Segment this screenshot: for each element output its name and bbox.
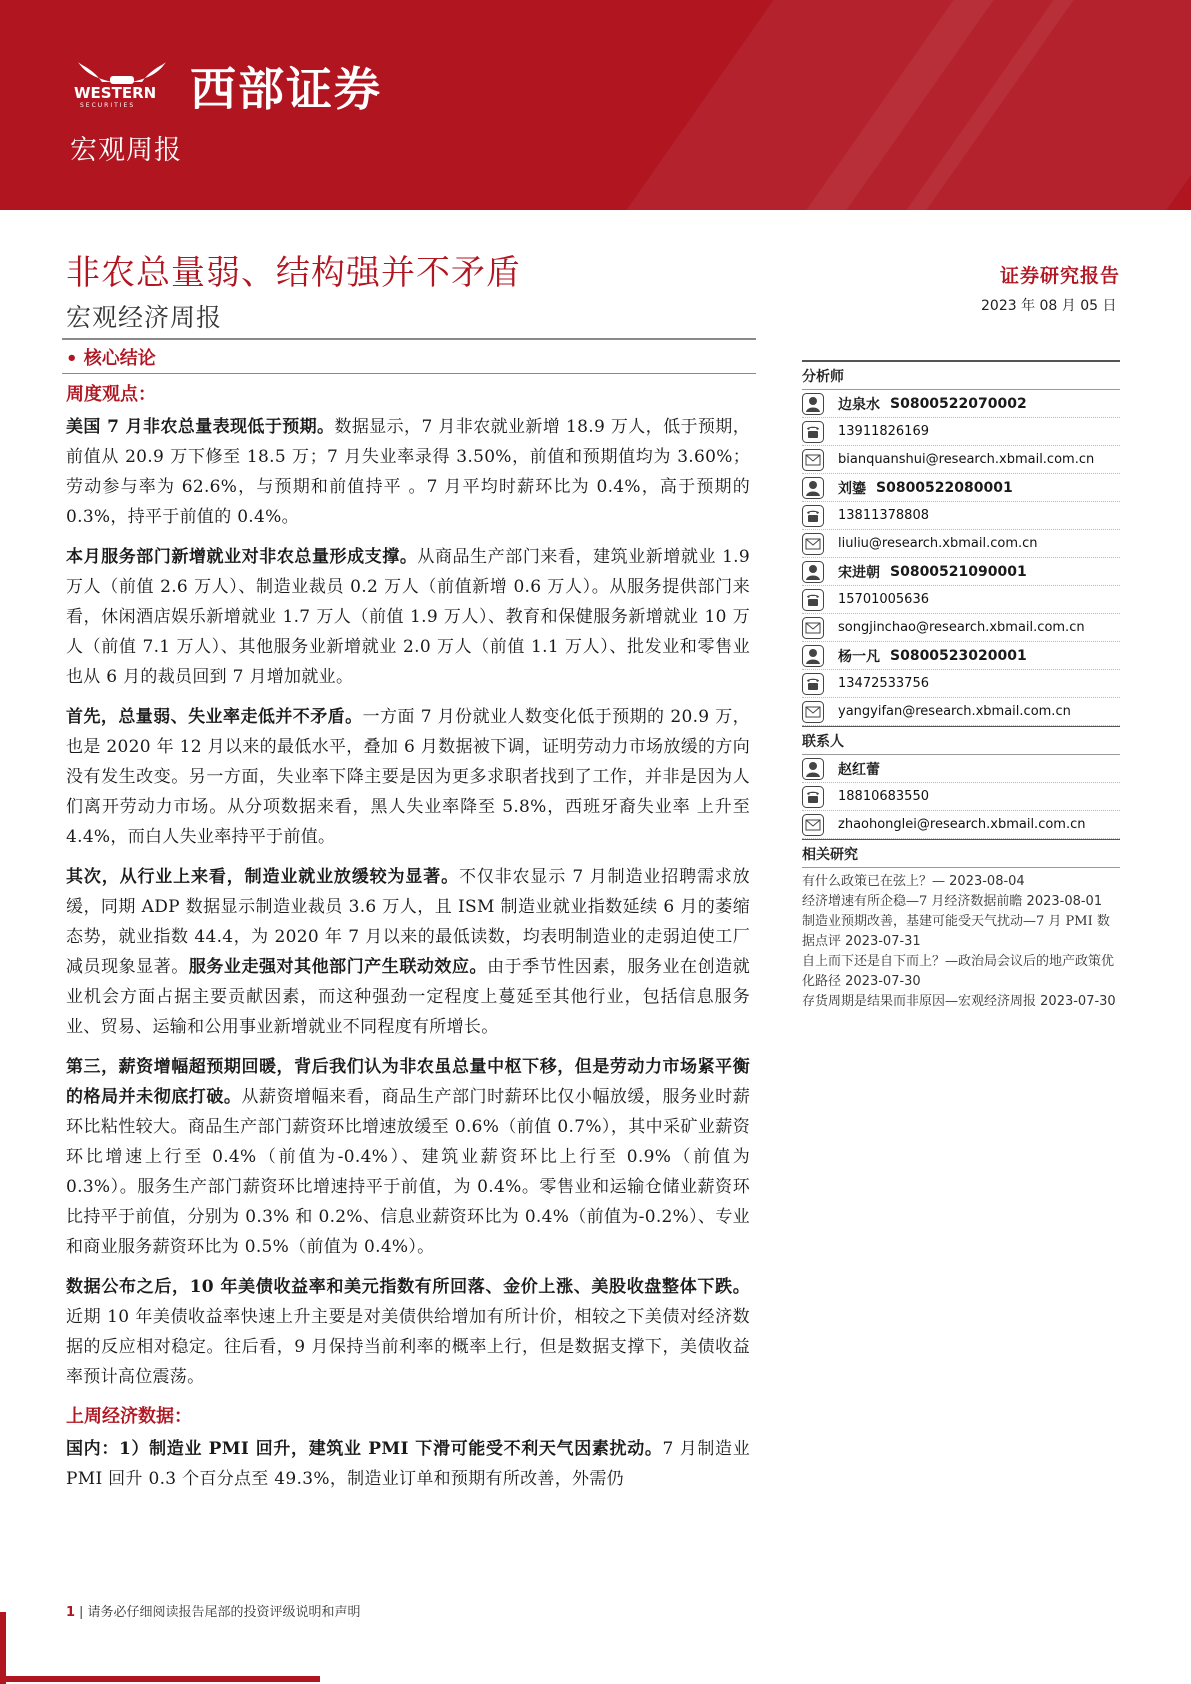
header-banner — [0, 0, 1191, 210]
paragraph-7-lead: 国内：1）制造业 PMI 回升，建筑业 PMI 下滑可能受不利天气因素扰动。 — [66, 1439, 663, 1459]
paragraph-6 — [66, 1272, 750, 1392]
related-research-item[interactable]: 经济增速有所企稳—7 月经济数据前瞻 2023-08-01 — [802, 894, 1103, 909]
analyst-name-row — [802, 390, 1120, 418]
analyst-phone-row — [802, 670, 1120, 698]
brand-logo — [72, 58, 382, 114]
related-research-label: 相关研究 — [802, 839, 1120, 868]
paragraph-7-text: 7 月制造业 PMI 回升 0.3 个百分点至 49.3%，制造业订单和预期有所改善，外需仍 — [66, 1439, 750, 1489]
heading-divider — [62, 373, 756, 374]
analyst-name-row — [802, 558, 1120, 586]
phone-icon — [802, 673, 824, 695]
sidebar — [802, 360, 1120, 1012]
analyst-phone: 13472533756 — [838, 676, 929, 691]
analyst-phone-row — [802, 502, 1120, 530]
analyst-phone-row — [802, 418, 1120, 446]
page-subtitle: 宏观经济周报 — [66, 303, 223, 332]
analyst-name-row — [802, 474, 1120, 502]
paragraph-4-text-2: 由于季节性因素，服务业在创造就业机会方面占据主要贡献因素，而这种强劲一定程度上蔓延至其他行业，包括信息服务业、贸易、运输和公用事业新增就业不同程度有所增长。 — [66, 957, 750, 1037]
person-icon — [802, 393, 824, 415]
paragraph-5-text: 从薪资增幅来看，商品生产部门时薪环比仅小幅放缓，服务业时薪环比粘性较大。商品生产部门薪资环比增速放缓至 0.6%（前值 0.7%），其中采矿业薪资环比增速上行至 0.4%（前值为-0.4%）、建筑业薪资环比上行至 0.9%（前值为 0.3%）。服务生产部门薪资环比增速持平于前值，为 0.4%。零售业和运输仓储业薪资环比持平于前值，分别为 0.3% 和 0.2%、信息业薪资环比为 0.4%（前值为-0.2%）、专业和商业服务薪资环比为 0.5%（前值为 0.4%）。 — [66, 1087, 751, 1257]
related-research-item[interactable]: 有什么政策已在弦上？— 2023-08-04 — [802, 874, 1025, 889]
analyst-name: 刘鎏 — [838, 480, 866, 497]
page-footer — [66, 1601, 361, 1620]
bull-logo-icon — [72, 60, 172, 112]
paragraph-3 — [66, 702, 750, 852]
analyst-email[interactable]: liuliu@research.xbmail.com.cn — [838, 536, 1038, 551]
analyst-phone: 13811378808 — [838, 508, 929, 523]
logo-cn-text: 西部证券 — [190, 62, 382, 116]
report-date: 2023 年 08 月 05 日 — [981, 298, 1117, 314]
mail-icon — [802, 701, 824, 723]
analyst-email[interactable]: songjinchao@research.xbmail.com.cn — [838, 620, 1085, 635]
paragraph-5 — [66, 1052, 750, 1262]
mail-icon — [802, 449, 824, 471]
analysts-label: 分析师 — [802, 360, 1120, 390]
corner-bar-horizontal — [0, 1676, 320, 1682]
contact-phone: 18810683550 — [838, 789, 929, 804]
paragraph-4 — [66, 862, 750, 1042]
mail-icon — [802, 533, 824, 555]
paragraph-1-text: 数据显示，7 月非农就业新增 18.9 万人，低于预期，前值从 20.9 万下修至 18.5 万；7 月失业率录得 3.50%，前值和预期值均为 3.60%；劳动参与率为 62.6%，与预期和前值持平 。7 月平均时薪环比为 0.4%，高于预期的 0.3%，持平于前值的 0.4%。 — [66, 417, 751, 527]
last-week-data-label: 上周经济数据： — [66, 1406, 192, 1427]
phone-icon — [802, 505, 824, 527]
person-icon — [802, 758, 824, 780]
paragraph-4-text: 不仅非农显示 7 月制造业招聘需求放缓，同期 ADP 数据显示制造业裁员 3.6 万人，且 ISM 制造业就业指数延续 6 月的萎缩态势，就业指数 44.4，为 2020 年 7 月以来的最低读数，均表明制造业的走弱迫使工厂减员现象显著。 — [66, 867, 750, 977]
analyst-code: S0800522080001 — [876, 479, 1013, 496]
analyst-name: 宋进朝 — [838, 564, 880, 581]
page-title: 非农总量弱、结构强并不矛盾 — [66, 253, 521, 293]
mail-icon — [802, 617, 824, 639]
analyst-phone: 13911826169 — [838, 424, 929, 439]
analyst-email-row — [802, 446, 1120, 474]
analyst-code: S0800521090001 — [890, 563, 1027, 580]
paragraph-4-lead-2: 服务业走强对其他部门产生联动效应。 — [188, 957, 488, 977]
analyst-name: 边泉水 — [838, 396, 880, 413]
analyst-email-row — [802, 530, 1120, 558]
analyst-phone: 15701005636 — [838, 592, 929, 607]
report-category-label: 证券研究报告 — [1000, 265, 1121, 287]
phone-icon — [802, 589, 824, 611]
paragraph-4-lead: 其次，从行业上来看，制造业就业放缓较为显著。 — [66, 867, 459, 887]
analyst-name-row — [802, 642, 1120, 670]
contact-email-row — [802, 811, 1120, 839]
paragraph-2-lead: 本月服务部门新增就业对非农总量形成支撑。 — [66, 547, 418, 567]
contact-name: 赵红蕾 — [838, 761, 880, 778]
analyst-email-row — [802, 698, 1120, 726]
paragraph-3-text: 一方面 7 月份就业人数变化低于预期的 20.9 万，也是 2020 年 12 月以来的最低水平，叠加 6 月数据被下调，证明劳动力市场放缓的方向没有发生改变。另一方面，失业率下降主要是因为更多求职者找到了工作，并非是因为人们离开劳动力市场。从分项数据来看，黑人失业率降至 5.8%，西班牙裔失业率 上升至 4.4%，而白人失业率持平于前值。 — [66, 707, 750, 847]
weekly-view-label: 周度观点： — [66, 384, 156, 405]
title-divider — [62, 338, 756, 340]
core-conclusion-heading: • 核心结论 — [66, 348, 156, 369]
contact-phone-row — [802, 783, 1120, 811]
paragraph-1-lead: 美国 7 月非农总量表现低于预期。 — [66, 417, 335, 437]
analyst-code: S0800523020001 — [890, 647, 1027, 664]
phone-icon — [802, 421, 824, 443]
paragraph-5-lead: 第三，薪资增幅超预期回暖，背后我们认为非农虽总量中枢下移，但是劳动力市场紧平衡的格局并未彻底打破。 — [66, 1057, 750, 1107]
person-icon — [802, 477, 824, 499]
paragraph-3-lead: 首先，总量弱、失业率走低并不矛盾。 — [66, 707, 363, 727]
mail-icon — [802, 814, 824, 836]
person-icon — [802, 645, 824, 667]
contact-email[interactable]: zhaohonglei@research.xbmail.com.cn — [838, 817, 1086, 832]
page-number: 1 — [66, 1605, 76, 1620]
logo-en-sub-text: SECURITIES — [80, 102, 136, 109]
related-research-item[interactable]: 自上而下还是自下而上？—政治局会议后的地产政策优化路径 2023-07-30 — [802, 954, 1115, 989]
paragraph-6-lead: 数据公布之后，10 年美债收益率和美元指数有所回落、金价上涨、美股收盘整体下跌。 — [66, 1277, 750, 1297]
contact-label: 联系人 — [802, 726, 1120, 755]
paragraph-2-text: 从商品生产部门来看，建筑业新增就业 1.9 万人（前值 2.6 万人）、制造业裁员 0.2 万人（前值新增 0.6 万人）。从服务提供部门来看，休闲酒店娱乐新增就业 1.7 万人（前值 1.9 万人）、教育和保健服务新增就业 10 万人（前值 7.1 万人）、其他服务业新增就业 2.0 万人（前值 1.1 万人）、批发业和零售业也从 6 月的裁员回到 7 月增加就业。 — [66, 547, 751, 687]
paragraph-1 — [66, 412, 750, 532]
related-research-item[interactable]: 存货周期是结果而非原因—宏观经济周报 2023-07-30 — [802, 994, 1116, 1009]
paragraph-7 — [66, 1434, 750, 1494]
analyst-email[interactable]: bianquanshui@research.xbmail.com.cn — [838, 452, 1095, 467]
related-research-item[interactable]: 制造业预期改善，基建可能受天气扰动—7 月 PMI 数据点评 2023-07-31 — [802, 914, 1110, 949]
person-icon — [802, 561, 824, 583]
paragraph-2 — [66, 542, 750, 692]
analyst-email-row — [802, 614, 1120, 642]
contact-name-row — [802, 755, 1120, 783]
analyst-email[interactable]: yangyifan@research.xbmail.com.cn — [838, 704, 1071, 719]
footer-disclaimer: | 请务必仔细阅读报告尾部的投资评级说明和声明 — [79, 1605, 361, 1620]
report-type: 宏观周报 — [70, 135, 182, 166]
analyst-phone-row — [802, 586, 1120, 614]
analyst-name: 杨一凡 — [838, 648, 880, 665]
phone-icon — [802, 786, 824, 808]
main-body — [66, 380, 750, 1504]
paragraph-6-text: 近期 10 年美债收益率快速上升主要是对美债供给增加有所计价，相较之下美债对经济数据的反应相对稳定。往后看，9 月保持当前利率的概率上行，但是数据支撑下，美债收益率预计高位震荡。 — [66, 1307, 750, 1387]
analyst-code: S0800522070002 — [890, 395, 1027, 412]
related-research-list — [802, 868, 1120, 1012]
corner-bar-vertical — [0, 1612, 6, 1684]
logo-en-text: WESTERN — [74, 84, 157, 102]
